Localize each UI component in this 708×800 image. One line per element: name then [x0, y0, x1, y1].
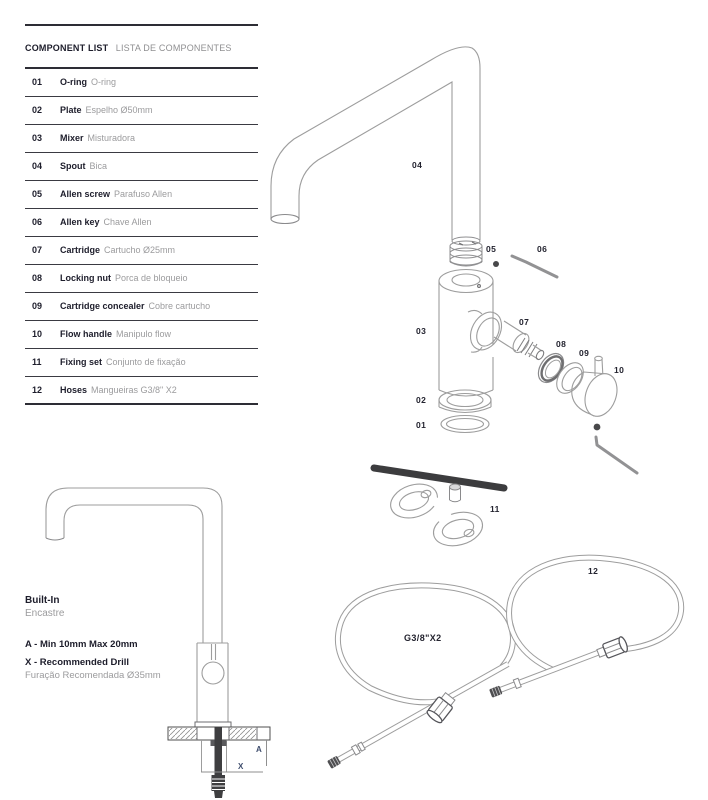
dimension-a-letter: A: [256, 745, 262, 754]
mixer-body-03-drawing: [439, 270, 508, 397]
part-label-06: 06: [537, 244, 548, 254]
part-label-09: 09: [579, 348, 590, 358]
built-in-text-block: [25, 595, 215, 681]
part-label-11: 11: [490, 504, 500, 514]
dimension-x-text-en: X - Recommended Drill: [25, 657, 129, 668]
built-in-title-en: Built-In: [25, 595, 60, 606]
part-label-04: 04: [412, 160, 423, 170]
part-label-02: 02: [416, 395, 427, 405]
component-row: 06 Allen key Chave Allen: [25, 209, 258, 237]
component-row: 02 Plate Espelho Ø50mm: [25, 97, 258, 125]
allen-screw-05-drawing: [493, 261, 499, 267]
component-row: 07 Cartridge Cartucho Ø25mm: [25, 237, 258, 265]
countertop-section-drawing: [168, 722, 270, 798]
spout-04-drawing: [271, 47, 480, 240]
part-label-03: 03: [416, 326, 427, 336]
component-row: 01 O-ring O-ring: [25, 69, 258, 97]
spout-connector-drawing: [450, 237, 482, 266]
component-row: 10 Flow handle Manipulo flow: [25, 321, 258, 349]
component-row: 03 Mixer Misturadora: [25, 125, 258, 153]
part-label-01: 01: [416, 420, 427, 430]
component-row: 11 Fixing set Conjunto de fixação: [25, 349, 258, 377]
component-list: [25, 24, 258, 405]
component-list-title-pt: LISTA DE COMPONENTES: [115, 43, 232, 53]
component-row: 12 Hoses Mangueiras G3/8" X2: [25, 377, 258, 405]
plate-02-drawing: [439, 390, 491, 413]
hoses-12-drawing: [327, 558, 681, 769]
fixing-set-11-drawing: [374, 468, 504, 551]
o-ring-01-drawing: [441, 416, 489, 433]
component-list-title-en: COMPONENT LIST: [25, 43, 109, 53]
component-row: 05 Allen screw Parafuso Allen: [25, 181, 258, 209]
handle-allen-key-drawing: [596, 437, 637, 473]
handle-screw-drawing: [594, 424, 601, 431]
component-list-header: [25, 26, 258, 69]
part-label-08: 08: [556, 339, 567, 349]
dimension-a-text: A - Min 10mm Max 20mm: [25, 639, 138, 650]
part-label-07: 07: [519, 317, 530, 327]
built-in-title-pt: Encastre: [25, 608, 65, 619]
hose-spec-label: G3/8"X2: [404, 633, 442, 643]
part-label-12: 12: [588, 566, 599, 576]
part-label-10: 10: [614, 365, 625, 375]
component-row: 09 Cartridge concealer Cobre cartucho: [25, 293, 258, 321]
component-row: 04 Spout Bica: [25, 153, 258, 181]
component-row: 08 Locking nut Porca de bloqueio: [25, 265, 258, 293]
allen-key-06-drawing: [512, 256, 557, 277]
dimension-x-text-pt: Furação Recomendada Ø35mm: [25, 670, 161, 681]
dimension-x-letter: X: [238, 762, 244, 771]
part-label-05: 05: [486, 244, 497, 254]
